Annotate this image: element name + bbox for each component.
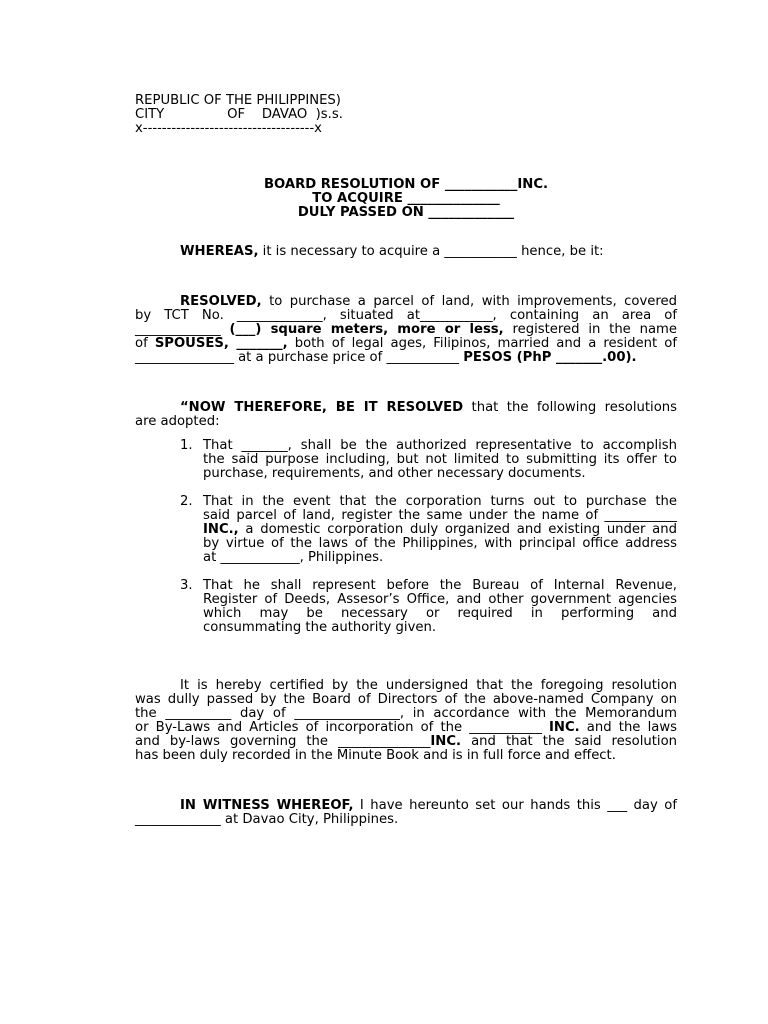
purchase-price-text: _______________ at a purchase price of ___________ [135, 350, 464, 365]
list-item-line: consummating the authority given. [203, 620, 437, 635]
certification-line-5 [135, 735, 677, 749]
inc-label: INC. [430, 734, 462, 749]
certification-line-4 [135, 721, 677, 735]
laws-text: and the laws [579, 720, 677, 735]
list-item-line: which may be necessary or required in performing and [203, 606, 677, 621]
pesos-amount: PESOS (PhP _______.00). [463, 350, 637, 365]
spouses-label: SPOUSES [154, 336, 224, 351]
venue-line-separator: x------------------------------------x [135, 121, 322, 136]
list-item [180, 495, 677, 565]
venue-line-city: CITY OF DAVAO )s.s. [135, 107, 343, 122]
list-item-line: Register of Deeds, Assesor’s Office, and other government agencies [203, 592, 677, 607]
witness-lead: IN WITNESS WHEREOF, [180, 798, 354, 813]
now-therefore-line-2: are adopted: [135, 414, 220, 429]
list-item [180, 439, 677, 481]
whereas-clause [135, 245, 677, 259]
witness-line-2: _____________ at Davao City, Philippines. [135, 812, 399, 827]
resolved-line-3 [135, 323, 677, 337]
title-line-3: DULY PASSED ON _____________ [297, 205, 515, 220]
venue-line-republic: REPUBLIC OF THE PHILIPPINES) [135, 93, 341, 108]
list-item-number: 3. [180, 578, 193, 593]
list-item-line: purchase, requirements, and other necessary documents. [203, 466, 586, 481]
list-item [180, 579, 677, 635]
recorded-text: and that the said resolution [461, 734, 677, 749]
title-line-2: TO ACQUIRE ______________ [312, 191, 500, 206]
resolved-line-5 [135, 351, 677, 365]
list-item-line: That he shall represent before the Bureau of Internal Revenue, [203, 578, 677, 593]
witness-line-1: I have hereunto set our hands this ___ day of [353, 798, 677, 813]
now-therefore-lead: “NOW THEREFORE, BE IT RESOLVED [180, 400, 464, 415]
list-item-line: That _______, shall be the authorized representative to accomplish [203, 438, 677, 453]
list-item-line [203, 523, 677, 537]
of-text: of [135, 336, 155, 351]
resolved-line-2: by TCT No. _____________, situated at___________, containing an area of [135, 308, 677, 323]
articles-text: or By-Laws and Articles of incorporation of the ___________ [135, 720, 549, 735]
registered-text: registered in the name [503, 322, 677, 337]
certification-paragraph [135, 679, 677, 763]
bylaws-text: and by-laws governing the ______________ [135, 734, 431, 749]
certification-line-2: was dully passed by the Board of Directors of the above-named Company on [135, 692, 677, 707]
list-item-number: 2. [180, 494, 193, 509]
spouses-blank: , _______, [223, 336, 288, 351]
certification-line-1: It is hereby certified by the undersigned that the foregoing resolution [180, 678, 677, 693]
inc-label: INC., [203, 522, 239, 537]
certification-line-6: has been duly recorded in the Minute Book and is in full force and effect. [135, 748, 616, 763]
now-therefore-line-1: that the following resolutions [463, 400, 677, 415]
whereas-text: it is necessary to acquire a ___________ hence, be it: [258, 244, 604, 259]
list-item-line: by virtue of the laws of the Philippines, with principal office address [203, 536, 677, 551]
list-item-line: the said purpose including, but not limited to submitting its offer to [203, 452, 677, 467]
inc-label: INC. [549, 720, 580, 735]
corporation-text: a domestic corporation duly organized and existing under and [238, 522, 677, 537]
list-item-line: said parcel of land, register the same under the name of ___________ [203, 508, 677, 523]
area-blank: _____________ [135, 322, 230, 337]
list-item-number: 1. [180, 438, 193, 453]
resolved-line-1: to purchase a parcel of land, with improvements, covered [261, 294, 677, 309]
resolved-clause [135, 295, 677, 365]
resolved-line-4 [135, 337, 677, 351]
witness-clause [135, 799, 677, 827]
venue-header [135, 94, 435, 136]
resolution-title [135, 178, 677, 220]
resolved-lead: RESOLVED, [180, 294, 262, 309]
whereas-lead: WHEREAS, [180, 244, 259, 259]
legal-ages-text: both of legal ages, Filipinos, married and a resident of [287, 336, 677, 351]
list-item-line: That in the event that the corporation turns out to purchase the [203, 494, 677, 509]
certification-line-3: the __________ day of ________________, in accordance with the Memorandum [135, 706, 677, 721]
resolution-list [180, 439, 677, 635]
list-item-line: at ____________, Philippines. [203, 550, 384, 565]
area-square-meters: (___) square meters, more or less, [229, 322, 504, 337]
title-line-1: BOARD RESOLUTION OF ___________INC. [263, 177, 549, 192]
now-therefore-clause [135, 401, 677, 429]
